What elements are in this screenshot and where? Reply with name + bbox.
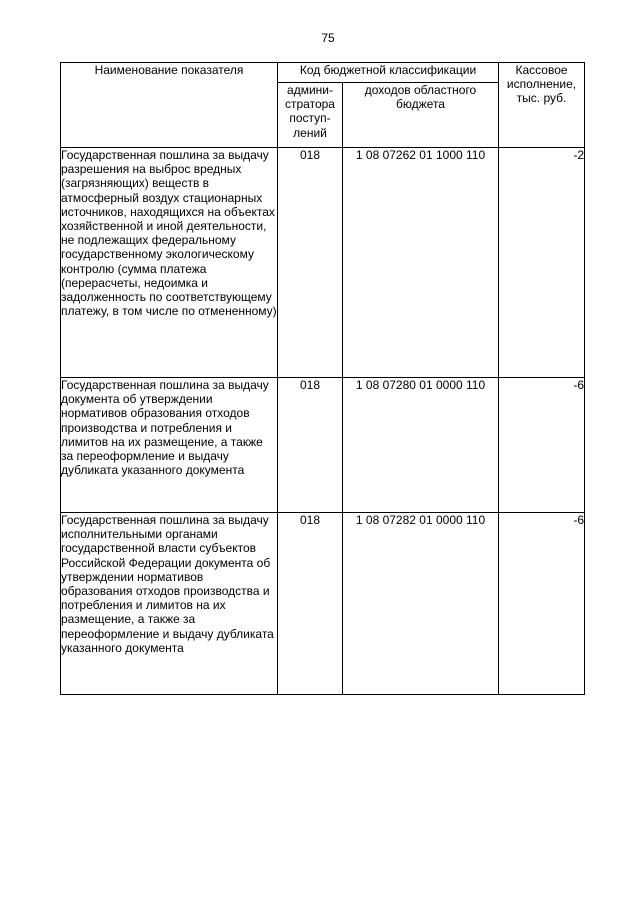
page-number: 75 [321,31,335,45]
row-budget-code: 1 08 07282 01 0000 110 [343,513,499,695]
header-income-code: доходов областного бюджета [343,83,499,148]
row-indicator-name: Государственная пошлина за выдачу документа об утверждении нормативов образования отходов производства и потребления и лимитов на их размещение, а также за переоформление и выдачу дубликата указанного документа [61,378,278,513]
table-body [61,148,585,695]
row-budget-code: 1 08 07262 01 1000 110 [343,148,499,378]
header-indicator-name: Наименование показателя [61,63,278,148]
row-budget-code: 1 08 07280 01 0000 110 [343,378,499,513]
table-header [61,63,585,148]
header-cash-execution: Кассовое исполнение, тыс. руб. [499,63,585,148]
header-code-group: Код бюджетной классификации [278,63,499,83]
table-row [61,513,585,695]
row-indicator-name: Государственная пошлина за выдачу разрешения на выброс вредных (загрязняющих) веществ в атмосферный воздух стационарных источников, находящихся на объектах хозяйственной и иной деятельности, не подлежащих федеральному государственному экологическому контролю (сумма платежа (перерасчеты, недоимка и задолженность по соответствующему платежу, в том числе по отмененному) [61,148,278,378]
table-row [61,148,585,378]
row-indicator-name: Государственная пошлина за выдачу исполнительными органами государственной власти субъектов Российской Федерации документа об утверждении нормативов образования отходов производства и потребления и лимитов на их размещение, а также за переоформление и выдачу дубликата указанного документа [61,513,278,695]
row-amount: -6 [499,513,585,695]
header-row-top [61,63,585,83]
table-row [61,378,585,513]
header-admin-code: админи-стратора поступ-лений [278,83,343,148]
budget-table [60,62,585,695]
row-admin-code: 018 [278,378,343,513]
row-admin-code: 018 [278,148,343,378]
row-amount: -2 [499,148,585,378]
row-admin-code: 018 [278,513,343,695]
row-amount: -6 [499,378,585,513]
